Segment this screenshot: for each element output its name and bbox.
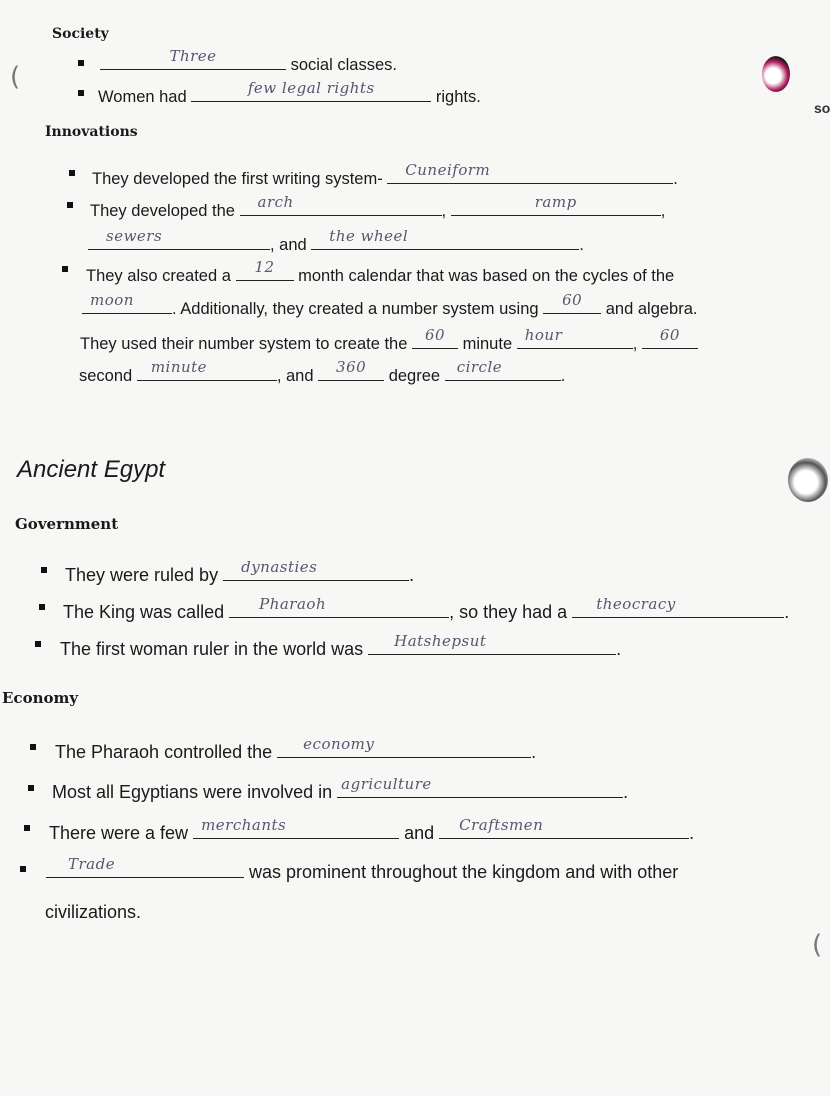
blank-60a[interactable] [543,291,601,314]
line-text: , [632,335,638,353]
blank-dynasties[interactable] [223,558,409,581]
blank-writing[interactable] [387,161,673,184]
answer-writing: Cuneiform [405,161,491,179]
line-text: They were ruled by [65,565,219,585]
blank-circle[interactable] [445,358,561,381]
answer-12: 12 [254,258,275,276]
blank-merchants[interactable] [193,816,399,839]
writing-line [92,161,678,189]
answer-ramp: ramp [534,193,577,211]
answer-craftsmen: Craftsmen [459,816,544,834]
margin-mark: ( [10,62,21,92]
line-text: . [784,602,790,622]
king-line [63,595,790,623]
answer-economy: economy [303,735,375,753]
bullet [62,266,68,272]
line-text: , and [270,236,307,254]
answer-wheel: the wheel [329,227,409,245]
blank-arch[interactable] [240,193,442,216]
bullet [24,825,30,831]
bullet [28,785,34,791]
answer-dynasties: dynasties [241,558,318,576]
line-text: Women had [98,88,187,106]
few-line [49,816,695,844]
blank-economy[interactable] [277,735,531,758]
line-text: The Pharaoh controlled the [55,742,273,762]
blank-12[interactable] [236,258,294,281]
line-text: They developed the first writing system- [92,170,383,188]
answer-agriculture: agriculture [341,775,432,793]
line-text: . [673,170,678,188]
blank-classes[interactable] [100,47,286,70]
bullet [78,90,84,96]
controlled-line [55,735,537,763]
line-text: social classes. [290,56,397,74]
line-text: There were a few [49,823,189,843]
line-text: second [79,367,133,385]
developed-line-2 [88,227,584,255]
blank-60c[interactable] [642,326,698,349]
answer-60a: 60 [562,291,583,309]
answer-moon: moon [90,291,134,309]
bullet [30,744,36,750]
binder-hole [788,458,828,502]
answer-360: 360 [336,358,367,376]
margin-mark: ( [812,930,823,960]
blank-60b[interactable] [412,326,458,349]
trade-line-2: civilizations. [45,902,142,922]
line-text: . [616,639,622,659]
bullet [67,202,73,208]
line-text: and [404,823,435,843]
blank-craftsmen[interactable] [439,816,689,839]
egypt-title: Ancient Egypt [17,456,166,483]
line-text: The first woman ruler in the world was [60,639,364,659]
line-text: . [531,742,537,762]
line-text: They developed the [90,202,235,220]
answer-60b: 60 [424,326,446,344]
line-text: , so they had a [449,602,568,622]
line-text: and algebra. [605,300,698,318]
innovations-header: Innovations [45,124,138,140]
blank-360[interactable] [318,358,384,381]
answer-classes: Three [169,47,217,65]
answer-women: few legal rights [247,79,375,97]
answer-hatshepsut: Hatshepsut [394,632,487,650]
blank-moon[interactable] [82,291,172,314]
calendar-line-1 [86,258,675,286]
answer-circle: circle [456,358,503,376]
blank-hour[interactable] [517,326,633,349]
line-text: , [660,202,666,220]
calendar-line-3 [80,326,698,354]
blank-pharaoh[interactable] [229,595,449,618]
calendar-line-2 [82,291,698,319]
line-text: . [560,367,566,385]
line-text: minute [462,335,513,353]
line-text: , and [276,367,314,385]
answer-merchants: merchants [201,816,287,834]
blank-women[interactable] [191,79,431,102]
binder-hole [762,56,790,92]
answer-pharaoh: Pharaoh [259,595,327,613]
line-text: month calendar that was based on the cycles of the [298,267,675,285]
developed-line-1 [90,193,666,221]
answer-sewers: sewers [106,227,163,245]
blank-ramp[interactable] [451,193,661,216]
society-classes-line [100,47,397,75]
blank-trade[interactable] [46,855,244,878]
line-text: The King was called [63,602,225,622]
involved-line [52,775,629,803]
trade-line [46,855,679,883]
ruled-line [65,558,415,586]
answer-60c: 60 [659,326,680,344]
answer-theocracy: theocracy [596,595,676,613]
line-text: . [579,236,584,254]
bullet [41,567,47,573]
answer-trade: Trade [68,855,116,873]
bullet [78,60,84,66]
edge-text: so [814,100,830,116]
bullet [39,604,45,610]
government-header: Government [15,515,119,533]
blank-wheel[interactable] [311,227,579,250]
line-text: They used their number system to create the [80,335,408,353]
calendar-line-4 [79,358,566,386]
line-text: They also created a [86,267,231,285]
society-women-line [98,79,481,107]
blank-hatshepsut[interactable] [368,632,616,655]
answer-minute: minute [150,358,208,376]
line-text: rights. [435,88,481,106]
economy-header: Economy [2,689,79,707]
answer-arch: arch [257,193,294,211]
woman-line [60,632,622,660]
bullet [69,170,75,176]
bullet [35,641,41,647]
bullet [20,866,26,872]
line-text: , [441,202,447,220]
line-text: degree [388,367,441,385]
blank-agriculture[interactable] [337,775,623,798]
line-text: Most all Egyptians were involved in [52,782,333,802]
line-text: . [623,782,629,802]
line-text: . Additionally, they created a number system using [172,300,539,318]
blank-minute[interactable] [137,358,277,381]
line-text: . [689,823,695,843]
blank-theocracy[interactable] [572,595,784,618]
line-text: . [409,565,415,585]
blank-sewers[interactable] [88,227,270,250]
line-text: was prominent throughout the kingdom and with other [249,862,679,882]
answer-hour: hour [524,326,563,344]
society-header: Society [52,26,109,42]
